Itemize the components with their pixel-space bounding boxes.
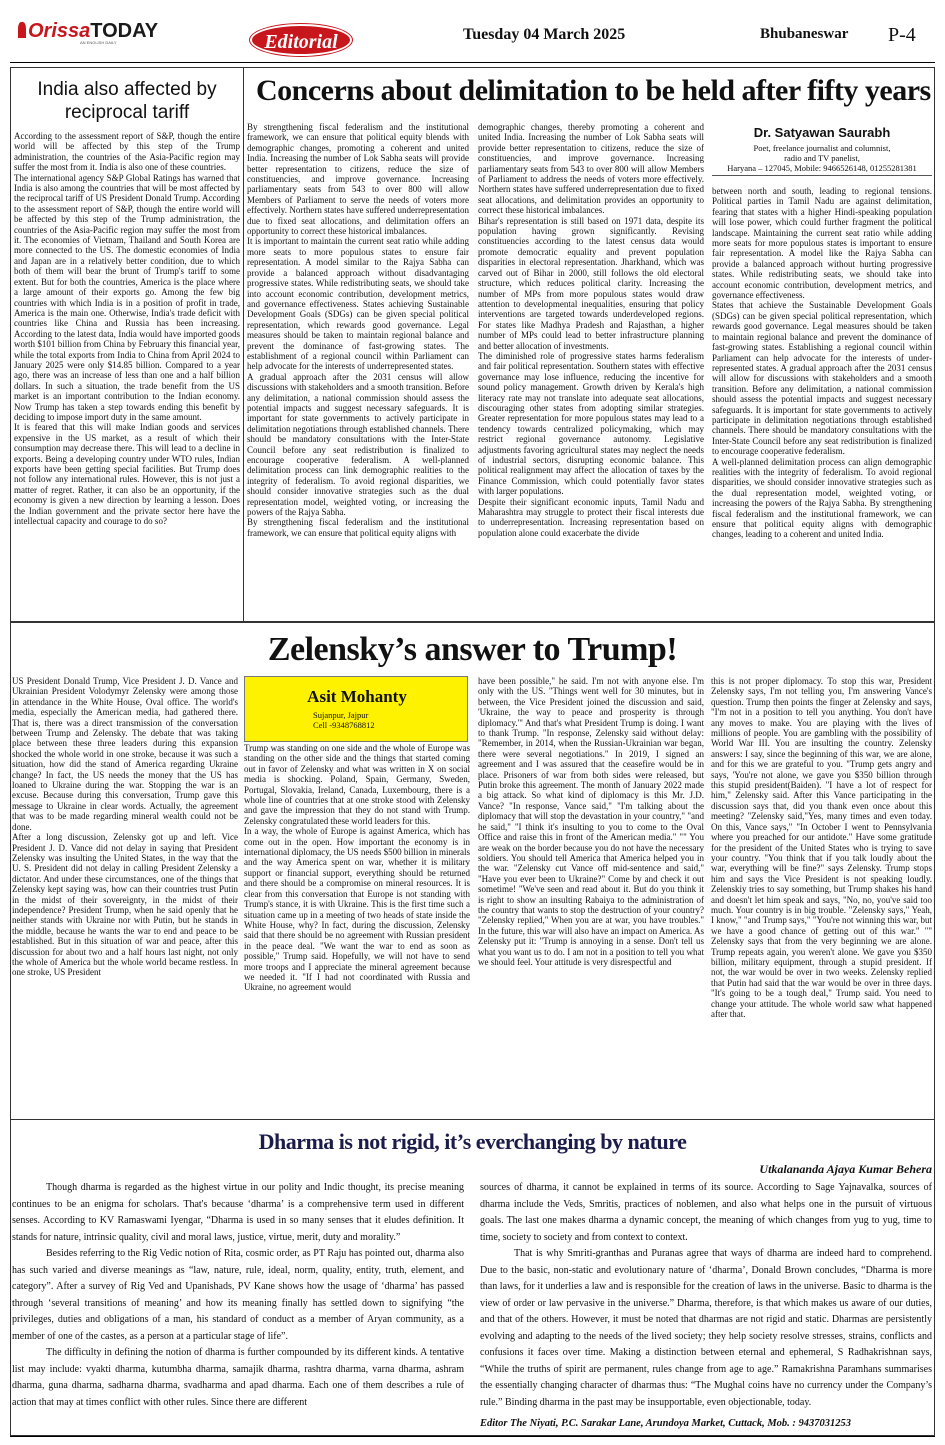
paragraph: By strengthening fiscal federalism and the institutional framework, we can ensure that political equity blends with demographic changes, promoting a coherent and united India. Increasing the number of Lok Sabha seats will provide better representation to citizens, reduce the size of constituencies, and improve governance. Increasing parliamentary seats from 543 to over 800 will allow Members of Parliament to serve the needs of voters more effectively. Northern states have suffered underrepresentation due to fixed seat allocations, and delimitation offers an opportunity to correct these historical imbalances.	[247, 122, 469, 237]
story1-column-3	[712, 186, 932, 620]
story1-column-1	[247, 122, 469, 620]
brand-logo-part-b: TODAY	[90, 20, 159, 42]
story2-byline-box	[244, 676, 468, 742]
paragraph: The diminished role of progressive states harms federalism and fair political representation. Southern states with effective governance may lose influence, reducing the incentive for sound policy management. Growth driven by Kerala's high literacy rate may not translate into adequate seat allocations, discouraging other states from adopting similar strategies. Greater representation for more populous states may lead to a tendency towards centralized policymaking, which may restrict regional governance autonomy. Legislative adjustments favoring agricultural states may neglect the needs of industrial sectors, disrupting economic balance. This political realignment may affect the allocation of taxes by the Finance Commission, which could potentially favor states with larger populations.	[478, 350, 704, 497]
edition-city: Bhubaneswar	[760, 26, 849, 42]
section-label: Editorial	[250, 24, 352, 56]
paragraph: It is important to maintain the current seat ratio while adding more seats to more populous states to ensure fair representation. A model similar to the Rajya Sabha can provide a balanced approach without disadvantaging progressive states. While redistributing seats, we should take into account economic contribution, development metrics, and governance effectiveness. States achieving Sustainable Development Goals (SDGs) can be given special political representation, which rewards good governance. Legal measures should be taken to maintain regional balance and prevent the dominance of fast-growing states. The establishment of a regional council within Parliament can help advocate for the interests of underrepresented states.	[247, 236, 469, 372]
story2-column-1	[12, 676, 238, 1116]
paragraph: Trump was standing on one side and the whole of Europe was standing on the other side and the things that started coming out in favor of Zelensky and what was written in X on social media is shocking. Poland, Spain, Germany, Sweden, Portugal, Slovakia, Ireland, Canada, Luxembourg, there is a whole line of countries that at one stroke stood with Zelensky and gave the impression that they do not stand with Trump. Zelensky congratulated these world leaders for this.	[244, 743, 470, 826]
paragraph: After a long discussion, Zelensky got up and left. Vice President J. D. Vance did not delay in saying that President Zelensky was insulting the United States, in the way that the U. S. President did not delay in calling President Zelensky a dictator. And under these circumstances, one of the things that Zelensky kept saying was, how can their countries trust Putin in the midst of their sovereignty, in the midst of their independence? President Trump, when he said openly that he neither stands with Ukraine nor with Putin, but he stands in the middle, because he wants the war to end and peace to be established. But in this situation of war and peace, after this discussion for about two and a half hours last night, not only the whole of America but the whole world became restless. In one stroke, US President	[12, 832, 238, 978]
paragraph: By strengthening fiscal federalism and the institutional framework, we can ensure that political equity aligns with	[247, 517, 469, 538]
author-detail: Haryana – 127045, Mobile: 9466526148, 01255281381	[712, 163, 932, 176]
author-detail: Sujanpur, Jajpur	[313, 710, 369, 720]
paragraph: It is feared that this will make Indian goods and services expensive in the US market, as a result of which their consumption may decrease there. This will lead to a decline in exports. Being a developing country under WTO rules, Indian exports have been getting special facilities. But Trump does not follow any international rules. However, this is not just a matter of regret. Rather, it can also be an opportunity, if the economy is given a new direction by learning a lesson. Does the Indian government and the private sector here have the intellectual capacity and courage to do so?	[14, 422, 240, 527]
story2-column-3	[478, 676, 704, 1116]
paragraph: A gradual approach after the 2031 census will allow discussions with stakeholders and a smooth transition. Before any delimitation, a national commission should assess the potential impacts and suggest necessary safeguards. It is important for state governments to actively participate in delimitation negotiations through established channels. There should be mandatory consultations with the Inter-State Council before any seat redistribution is finalized to encourage cooperative federalism. A well-planned delimitation process can link demographic realities to the integrity of federalism. To avoid regional disparities, we should consider innovative strategies such as the dual representation model, weighted voting, or increasing the powers of the Rajya Sabha.	[247, 371, 469, 518]
paragraph: In a way, the whole of Europe is against America, which has come out in the open. How important the economy is in international diplomacy, the US needs $500 billion in minerals and the way America spent on war, whether it is military support or financial support, everything should be returned and there should be a compromise on mineral resources. It is clear from this conversation that Europe is not standing with Trump's stance, it is with Ukraine. This is the first time such a situation came up in a meeting of two heads of state inside the White House, why? In fact, during the discussion, Zelensky said that there should be no agreement with Russian president in the peace deal. "We want the war to end as soon as possible," Trump said. Hopefully, we will not have to send more troops and I appreciate the mineral agreement because we needed it. "If I had not coordinated with Russia and Ukraine, no agreement would	[244, 826, 470, 993]
paragraph: According to the assessment report of S&P, though the entire world will be affected by this step of the Trump administration, the countries of the Asia-Pacific region may suffer the most from it. India is also one of these countries.	[14, 131, 240, 173]
brand-tagline: AN ENGLISH DAILY	[80, 40, 117, 45]
paragraph: this is not proper diplomacy. To stop this war, President Zelensky says, I'm not telling you, I'm answering Vance's question. Trump then points the finger at Zelensky and says, "I'm not in a position to tell you anything. You don't have any moves to make. You are playing with the lives of millions of people. You are gambling with the possibility of World War III. You are insulting the country. Zelensky answers: I say, since the beginning of this war, we are alone, and for this we are grateful to you. "Trump gets angry and says, 'You're not alone, we gave you $350 billion through this stupid president(Baiden). "I have a lot of respect for him," Zelensky said. After this Vance participating in the discussion says that, did you thank even once about this meeting? "Zelensky said,"Yes, many times and even today. On this, Vance says," "In October I went to Pennsylvania where you preached for our antidote." Have some gratitude for the president of the United States who is trying to save your country. "You think that if you talk loudly about the war, everything will be fine?" says Zelensky. Trump stops him and says the Vice President is not speaking loudly. Zelenskiy tries to say something, but Trump shakes his hand and doesn't let him speak and says, "No, no, you've said too much. Your country is in big trouble. "Zelensky says," Yeah, I know," "and Trump says," "You're not winning this war, but we have a good chance of getting out of this war." "" Zelensky says that from the very beginning we are alone. Trump repeats again, you weren't alone. We gave you $350 billion, military equipment, through a stupid president. If not, the war would be over in two weeks. Zelensky replied that Putin had said that the war would be over in three days. "It's going to be a tough deal," Trump said. You need to change your attitude. The whole world saw what happened after that.	[711, 676, 932, 1019]
paragraph: A well-planned delimitation process can align demographic realities with the integrity of federalism. To avoid regional disparities, we should consider innovative strategies such as the dual representation model, weighted voting, or increasing the powers of the Rajya Sabha. By strengthening fiscal federalism and the institutional framework, we can ensure that political equity aligns with demographic changes, leading to a coherent and united India.	[712, 456, 932, 540]
story2-column-4	[711, 676, 932, 1116]
brand-logo-part-a: Orissa	[28, 20, 91, 42]
story3-column-2	[480, 1180, 932, 1416]
story3-author: Utkalananda Ajaya Kumar Behera	[759, 1162, 932, 1176]
paragraph: demographic changes, thereby promoting a coherent and united India. Increasing the number of Lok Sabha seats will provide better representation to citizens, reduce the size of constituencies, and improve governance. Increasing parliamentary seats from 543 to over 800 will allow Members of Parliament to address the needs of voters more effectively. Northern states have suffered underrepresentation due to fixed seat allocations, and delimitation provides an opportunity to correct these historical imbalances.	[478, 122, 704, 216]
author-name: Dr. Satyawan Saurabh	[753, 125, 891, 140]
author-detail: Cell -9348768812	[313, 720, 375, 730]
paragraph: have been possible," he said. I'm not with anyone else. I'm only with the US. "Things went well for 30 minutes, but in between, the Vice President joined the discussion and said, 'Ukraine, the way to peace and prosperity is through diplomacy.'" And that's what President Trump is doing. I want to thank Trump. "In response, Zelensky said without delay: "Remember, in 2014, when the Russian-Ukrainian war began, there were several negotiations." In 2019, I signed an agreement and I was assured that the ceasefire would be in place. Prisoners of war from both sides were released, but Putin broke this agreement. The month of January 2022 made a big attack. So what kind of diplomacy is this Mr. J.D. Vance? "In response, Vance said," "I'm talking about the diplomacy that will stop the devastation in your country," "and he said," "I think it's insulting to you to come to the Oval Office and raise this in front of the American media." "" You are weak on the border because you do not have the necessary soldiers. You should tell America that America helped you in the war. "Zelensky cut Vance off mid-sentence and said," "Have you ever been to Ukraine?" Come by and check it out sometime! "We've seen and read about it. But do you think it is right to show an insulting Rabaiya to the administration of the country that wants to stop the destruction of your country? "Zelensky replied," When you are at war, you have troubles." In the future, this war will also have an impact on America. As Zelensky put it: "Trump is annoying in a sense. Don't tell us what you want us to do. I am not in a position to tell you what we should feel. Your attitude is very disrespectful and	[478, 676, 704, 967]
paragraph: between north and south, leading to regional tensions. Political parties in Tamil Nadu are against delimitation, fearing that states with a higher Hindi-speaking population will lose power, which could further fragment the political landscape. Maintaining the current seat ratio while adding more seats for more populous states is important to ensure fair representation. A model like the Rajya Sabha can provide a balanced approach without hurting progressive states. While redistributing seats, we should take into account economic contribution, development metrics, and governance effectiveness.	[712, 186, 932, 301]
author-detail: radio and TV panelist,	[784, 153, 860, 163]
footer-imprint: Editor The Niyati, P.C. Sarakar Lane, Arundoya Market, Cuttack, Mob. : 9437031253	[480, 1418, 852, 1429]
paragraph: States that achieve the Sustainable Development Goals (SDGs) can be given special political representation, which rewards good governance. Legal measures should be taken to maintain regional balance and prevent the dominance of fast-growing states. Establishing a regional council within Parliament can help advocate for the interests of under-represented states. A gradual approach after the 2031 census will allow for discussions with stakeholders and a smooth transition. Before any delimitation, a national commission should assess the potential impacts and suggest necessary safeguards. It is important for state governments to actively participate in delimitation negotiations through established channels. There should be mandatory consultations with the Inter-State Council before any seat redistribution is finalized to encourage cooperative federalism.	[712, 300, 932, 457]
masthead-rule	[10, 62, 935, 63]
page-number: P-4	[888, 24, 916, 46]
footer-rule	[10, 1436, 935, 1437]
paragraph: The difficulty in defining the notion of dharma is further compounded by its different kinds. A tentative list may include: vyakti dharma, kutumbha dharma, samajik dharma, rashtra dharma, varna dharma, ashram dharma, guna dharma, sadharna dharma, svadharma and apad dharma. Each one of them describes a rule of action that may at times conflict with other rules. Since there are different	[12, 1347, 464, 1408]
paragraph: Bihar's representation is still based on 1971 data, despite its population having grown significantly. Revising constituencies according to the latest census data would promote democratic equality and prevent population disparities in electoral representation. Jharkhand, which was carved out of Bihar in 2000, still follows the old electoral structure, which reduces political clarity. Increasing the number of MPs from more populous states would draw attention to developmental inequalities, ensuring that policy interventions are targeted towards underdeveloped regions. For states like Madhya Pradesh and Rajasthan, a higher number of MPs could lead to better infrastructure planning and better allocation of investments.	[478, 215, 704, 351]
author-detail: Poet, freelance journalist and columnist,	[753, 143, 891, 153]
paragraph: US President Donald Trump, Vice President J. D. Vance and Ukrainian President Volodymyr Zelensky were among those in attendance in the White House, Oval office. The world's media, especially the American media, had gathered there. That is, there was a direct transmission of the conversation between Trump and Zelensky. The debate that was taking place between these three leaders during this expansion shocked the whole world in one stroke, because it was such a situation, how did the stand of America regarding Ukraine change? In fact, the US needs the money that the US has loaned to Ukraine during the war. Stopping the war is an excuse. Because during this conversation, Trump gave this message to Ukraine in clear words. Actually, the agreement that was to be made regarding mineral wealth could not be done.	[12, 676, 238, 832]
story3-headline: Dharma is not rigid, it’s everchanging by nature	[258, 1129, 687, 1154]
story1-byline	[712, 125, 932, 176]
paragraph: sources of dharma, it cannot be explained in terms of its source. According to Sage Yajnavalka, sources of dharma include the Veds, Smritis, practices of noblemen, and also what helps one in the pursuit of virtuous goals. The last one makes dharma a dynamic concept, the meaning of which changes from yug to yug, time to time, society to society and from context to context.	[480, 1182, 932, 1243]
paragraph: Though dharma is regarded as the highest virtue in our polity and Indic thought, its precise meaning continues to be an enigma for scholars. That's because ‘dharma’ is a comprehensive term used in different senses. According to KV Ramaswami Iyengar, “Dharma is used in so many senses that it eludes definition. It stands for nature, intrinsic quality, civil and moral laws, justice, virtue, merit, duty and morality.”	[12, 1182, 464, 1243]
side-article-title: India also affected by reciprocal tariff	[37, 79, 217, 123]
issue-date: Tuesday 04 March 2025	[463, 26, 626, 43]
story2-column-2	[244, 743, 470, 1116]
story3-column-1	[12, 1180, 464, 1416]
author-name: Asit Mohanty	[307, 687, 407, 706]
masthead	[0, 0, 945, 60]
story1-column-2	[478, 122, 704, 620]
story2-headline: Zelensky’s answer to Trump!	[267, 631, 678, 668]
paragraph: That is why Smriti-granthas and Puranas agree that ways of dharma are indeed hard to comprehend. Due to the basic, non-static and evolutionary nature of ‘dharma’, Donald Brown concludes, “Dharma is more than laws, for it underlies a law and is responsible for the creation of laws in the universe. Basic to dharma is the view of order or law pervasive in the universe.” Dharma, therefore, is that which makes us aware of our duties, and that of the others. However, it must be noted that dharmas are not rigid and static. Dharmas are persistently evolving and adapting to the needs of the lived society; they help society resolve stresses, strains, conflicts and confusions it faces over time. Making a distinction between eternal and ephemeral, S Radhakrishnan says, “While the truths of spirit are permanent, rules change from age to age.” Ramakrishna Paramhans summarises the essentially changing character of dharmas thus: “The Mughal coins have no currency under the Company’s rule.” Binding dharma in the past may be insupportable, even objectionable, today.	[480, 1248, 932, 1408]
paragraph: Despite their significant economic inputs, Tamil Nadu and Maharashtra may struggle to protect their fiscal interests due to underrepresentation. Increasing representation based on population alone could exacerbate the divide	[478, 496, 704, 538]
paragraph: The international agency S&P Global Ratings has warned that India is also among the countries that will be most affected by the reciprocal tariff of US President Donald Trump. According to the assessment report of S&P, though the entire world will be affected by this step of the Trump administration, the countries of the Asia-Pacific region may suffer the most from it. The economies of Vietnam, Thailand and South Korea are more connected to the US. The domestic economies of India and Japan are in a relatively better condition, due to which both of them will bear the brunt of Trump's tariff to some extent. But for both the countries, America is the place where a large amount of their exports go. Among the few big countries with which India is in a position of profit in trade, America is the main one. Otherwise, India's trade deficit with countries like China and Russia has been increasing. According to the latest data, India would have imported goods worth $101 billion from China by February this financial year, while the total exports from India to China from April 2024 to January 2025 were only $14.85 billion. Compared to a year ago, there was an increase of less than one and a half billion dollars. In such a situation, the trade benefit from the US market is an important contribution to the Indian economy. Now Trump has taken a step towards ending this benefit by deciding to impose import duty in the same amount.	[14, 172, 240, 422]
side-article-body	[14, 131, 240, 619]
story1-headline: Concerns about delimitation to be held after fifty years	[256, 74, 931, 107]
paragraph: Besides referring to the Rig Vedic notion of Rita, cosmic order, as PT Raju has pointed out, dharma also has such varied and diverse meanings as “law, nature, rule, ideal, norm, quality, entity, truth, element, and category”. After a survey of Rig Ved and Upanishads, PV Kane shows how the usage of ‘dharma’ has passed through ‘several transitions of meaning’ and how its meaning finally has settled down to signifying “the privileges, duties and obligations of a man, his standard of conduct as a member of Aryan community, as a member of one of the castes, as a person at a particular stage of life”.	[12, 1248, 464, 1342]
